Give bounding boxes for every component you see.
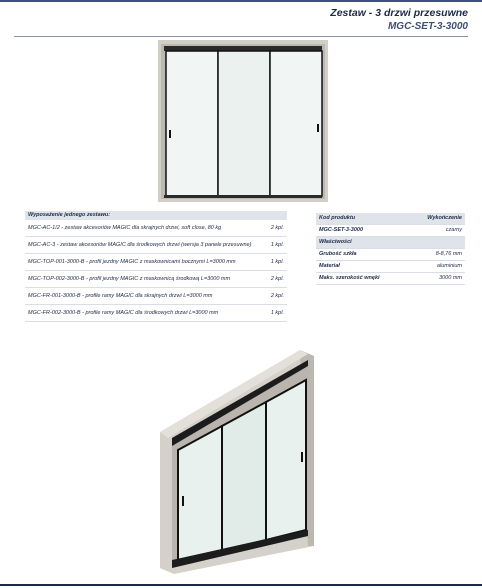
table-row — [25, 305, 287, 322]
product-code: MGC-SET-3-3000 — [319, 227, 364, 233]
product-finish: czarny — [445, 227, 462, 233]
equipment-desc: MGC-TOP-001-3000-B - profil jezdny MAGIC z maskownicami bocznymi L=3000 mm — [28, 258, 236, 265]
front-view-image — [158, 40, 328, 202]
props-header-row — [316, 237, 465, 249]
equipment-qty: 2 kpl. — [270, 276, 284, 282]
table-row — [25, 271, 287, 288]
finish-header: Wykończenie — [427, 215, 462, 221]
equipment-table — [25, 211, 287, 322]
product-table — [316, 213, 465, 285]
perspective-view-image — [160, 346, 330, 574]
top-rule — [0, 0, 482, 2]
table-row — [25, 288, 287, 305]
product-row — [316, 225, 465, 237]
equipment-desc: MGC-FR-001-3000-B - profile ramy MAGIC dla skrajnych drzwi L=3000 mm — [28, 292, 213, 299]
prop-key: Materiał — [319, 263, 340, 269]
table-row — [316, 249, 465, 261]
equipment-desc: MGC-FR-002-3000-B - profile ramy MAGIC dla środkowych drzwi L=3000 mm — [28, 309, 219, 316]
code-header: Kod produktu — [319, 215, 356, 221]
bottom-rule — [0, 584, 482, 586]
equipment-qty: 1 kpl. — [270, 242, 284, 248]
title-separator — [14, 36, 468, 37]
prop-value: 3000 mm — [439, 275, 462, 281]
equipment-qty: 2 kpl. — [270, 293, 284, 299]
prop-value: 8-8,76 mm — [435, 251, 462, 257]
equipment-heading: Wyposażenie jednego zestawu: — [25, 211, 287, 220]
product-code-title: MGC-SET-3-3000 — [387, 21, 468, 32]
product-header-row — [316, 213, 465, 225]
equipment-desc: MGC-TOP-002-3000-B - profil jezdny MAGIC z maskownicą środkową L=3000 mm — [28, 275, 231, 282]
equipment-desc: MGC-AC-3 - zestaw akcesoriów MAGIC dla środkowych drzwi (wersja 3 panele przesuwne) — [28, 241, 252, 248]
equipment-qty: 1 kpl. — [270, 310, 284, 316]
prop-value: aluminium — [436, 263, 462, 269]
table-row — [25, 220, 287, 237]
equipment-desc: MGC-AC-1/2 - zestaw akcesoriów MAGIC dla skrajnych drzwi, soft close, 80 kg — [28, 224, 222, 231]
table-row — [25, 237, 287, 254]
prop-key: Grubość szkła — [319, 251, 357, 257]
equipment-qty: 2 kpl. — [270, 225, 284, 231]
page-title: Zestaw - 3 drzwi przesuwne — [330, 7, 468, 19]
table-row — [25, 254, 287, 271]
props-header: Właściwości — [319, 239, 352, 245]
table-row — [316, 273, 465, 285]
table-row — [316, 261, 465, 273]
equipment-qty: 1 kpl. — [270, 259, 284, 265]
prop-key: Maks. szerokość wnęki — [319, 275, 380, 281]
